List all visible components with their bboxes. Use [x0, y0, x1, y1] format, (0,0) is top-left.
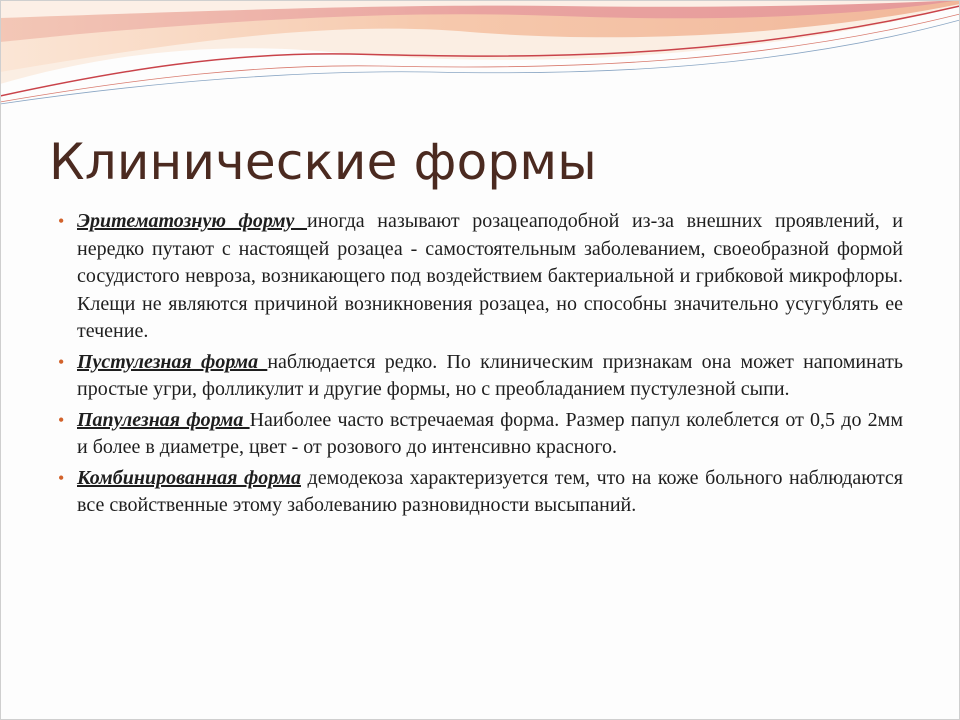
bullet-item-erythematous: [58, 208, 903, 346]
bullet-icon: •: [58, 467, 65, 488]
bullet-text: демодекоза характеризуется тем, что на коже больного наблюдаются все свойственные этому заболеванию разновидности высыпаний.: [77, 466, 904, 516]
bullet-item-papular: [58, 407, 903, 462]
bullet-text: наблюдается редко. По клиническим признакам она может напоминать простые угри, фолликулит и другие формы, но с преобладанием пустулезной сыпи.: [77, 350, 903, 400]
decorative-header-wave: [0, 0, 960, 120]
bullet-item-combined: [58, 465, 903, 520]
bullet-item-pustular: [58, 349, 903, 404]
bullet-term: Пустулезная форма: [77, 350, 268, 373]
bullet-icon: •: [58, 211, 65, 231]
slide-title: Клинические формы: [49, 133, 597, 191]
bullet-list: [58, 208, 903, 523]
bullet-icon: •: [58, 409, 65, 430]
bullet-term: Эритематозную форму: [77, 210, 308, 232]
bullet-term: Папулезная форма: [77, 408, 250, 431]
bullet-term: Комбинированная форма: [77, 466, 301, 489]
bullet-text: иногда называют розацеаподобной из-за внешних проявлений, и нередко путают с настоящей розацеа - самостоятельным заболеванием, своеобразной формой сосудистого невроза, возникающего под воздействием бактериальной и грибковой микрофлоры. Клещи не являются причиной возникновения розацеа, но способны значительно усугублять ее течение.: [77, 210, 903, 342]
bullet-icon: •: [58, 351, 65, 372]
bullet-text: Наиболее часто встречаемая форма. Размер папул колеблется от 0,5 до 2мм и более в диаметре, цвет - от розового до интенсивно красного.: [77, 408, 903, 458]
